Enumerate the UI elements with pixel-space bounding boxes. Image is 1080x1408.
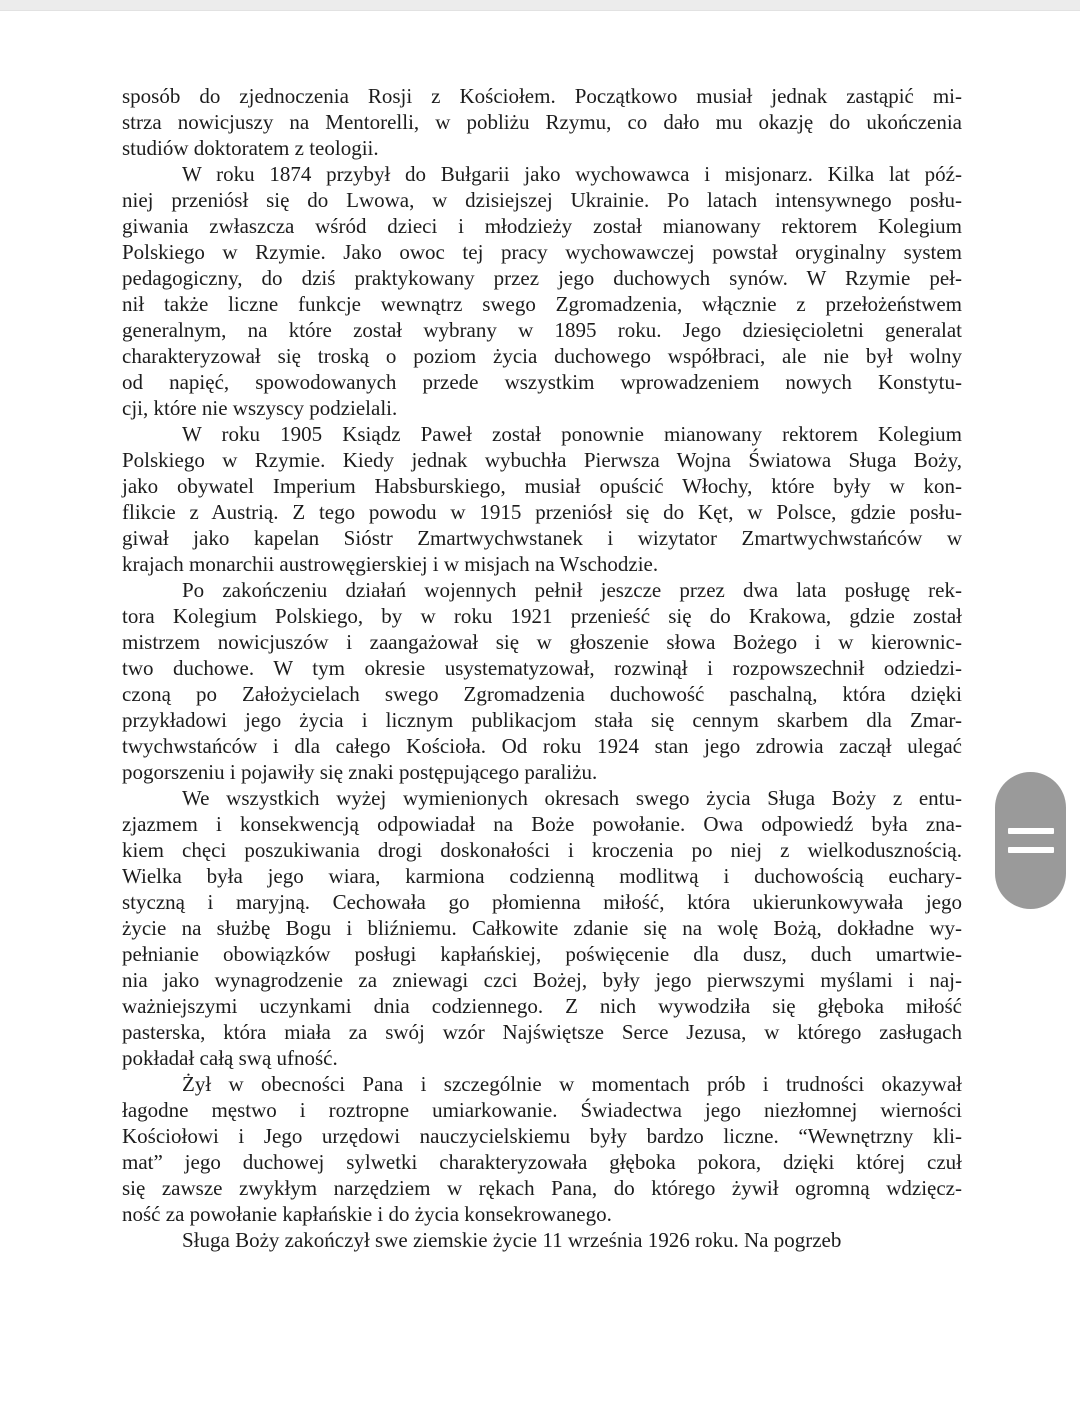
text-line: pogorszeniu i pojawiły się znaki postępującego paraliżu. <box>122 760 598 784</box>
text-line: życie na służbę Bogu i bliźniemu. Całkowite zdanie się na wolę Bożą, dokładne wy- <box>122 916 962 940</box>
text-line: We wszystkich wyżej wymienionych okresach swego życia Sługa Boży z entu- <box>182 786 962 810</box>
paragraph <box>122 577 962 785</box>
text-line: strza nowicjuszy na Mentorelli, w pobliżu Rzymu, co dało mu okazję do ukończenia <box>122 110 962 134</box>
text-line: sposób do zjednoczenia Rosji z Kościołem. Początkowo musiał jednak zastąpić mi- <box>122 84 962 108</box>
text-line: two duchowe. W tym okresie usystematyzował, rozwinął i rozpowszechnił odziedzi- <box>122 656 962 680</box>
text-line: giwania zwłaszcza wśród dzieci i młodzieży został mianowany rektorem Kolegium <box>122 214 962 238</box>
paragraph <box>122 785 962 1071</box>
text-line: pedagogiczny, do dziś praktykowany przez jego duchowych synów. W Rzymie peł- <box>122 266 962 290</box>
text-line: W roku 1905 Ksiądz Paweł został ponownie mianowany rektorem Kolegium <box>182 422 962 446</box>
text-line: ność za powołanie kapłańskie i do życia konsekrowanego. <box>122 1202 612 1226</box>
scroll-handle-line-icon <box>1008 847 1054 853</box>
text-line: charakteryzował się troską o poziom życia duchowego współbraci, ale nie był wolny <box>122 344 962 368</box>
text-line: cji, które nie wszyscy podzielali. <box>122 396 398 420</box>
paragraph <box>122 161 962 421</box>
text-line: Kościołowi i Jego urzędowi nauczycielskiemu były bardzo liczne. “Wewnętrzny kli- <box>122 1124 962 1148</box>
text-line: jako obywatel Imperium Habsburskiego, musiał opuścić Włochy, które były w kon- <box>122 474 962 498</box>
text-line: mistrzem nowicjuszów i zaangażował się w głoszenie słowa Bożego i w kierownic- <box>122 630 962 654</box>
text-line: nił także liczne funkcje wewnątrz swego Zgromadzenia, włącznie z przełożeństwem <box>122 292 962 316</box>
text-line: nia jako wynagrodzenie za zniewagi czci Bożej, były jego pierwszymi myślami i naj- <box>122 968 962 992</box>
text-line: Sługa Boży zakończył swe ziemskie życie 11 września 1926 roku. Na pogrzeb <box>182 1228 842 1252</box>
text-line: niej przeniósł się do Lwowa, w dzisiejszej Ukrainie. Po latach intensywnego posłu- <box>122 188 962 212</box>
text-line: generalnym, na które został wybrany w 1895 roku. Jego dziesięcioletni generalat <box>122 318 962 342</box>
scroll-handle[interactable] <box>995 772 1066 909</box>
text-line: czoną po Założycielach swego Zgromadzenia duchowość paschalną, która dzięki <box>122 682 962 706</box>
text-line: Żył w obecności Pana i szczególnie w momentach prób i trudności okazywał <box>182 1072 962 1096</box>
text-line: flikcie z Austrią. Z tego powodu w 1915 przeniósł się do Kęt, w Polsce, gdzie posłu- <box>122 500 962 524</box>
text-line: przykładowi jego życia i licznym publikacjom stała się cennym skarbem dla Zmar- <box>122 708 962 732</box>
text-line: tora Kolegium Polskiego, by w roku 1921 przenieść się do Krakowa, gdzie został <box>122 604 962 628</box>
text-line: studiów doktoratem z teologii. <box>122 136 379 160</box>
paragraph <box>122 421 962 577</box>
text-line: twychwstańców i dla całego Kościoła. Od roku 1924 stan jego zdrowia zaczął ulegać <box>122 734 962 758</box>
text-line: pokładał całą swą ufność. <box>122 1046 338 1070</box>
scroll-handle-line-icon <box>1008 828 1054 834</box>
text-line: W roku 1874 przybył do Bułgarii jako wychowawca i misjonarz. Kilka lat póź- <box>182 162 962 186</box>
text-line: od napięć, spowodowanych przede wszystkim wprowadzeniem nowych Konstytu- <box>122 370 962 394</box>
text-line: krajach monarchii austrowęgierskiej i w misjach na Wschodzie. <box>122 552 659 576</box>
text-line: Wielka była jego wiara, karmiona codzienną modlitwą i duchowością euchary- <box>122 864 962 888</box>
text-line: zjazmem i konsekwencją odpowiadał na Boże powołanie. Owa odpowiedź była zna- <box>122 812 962 836</box>
text-line: się zawsze zwykłym narzędziem w rękach Pana, do którego żywił ogromną wdzięcz- <box>122 1176 962 1200</box>
text-line: styczną i maryjną. Cechowała go płomienna miłość, która ukierunkowywała jego <box>122 890 962 914</box>
text-line: Po zakończeniu działań wojennych pełnił jeszcze przez dwa lata posługę rek- <box>182 578 962 602</box>
page-gap-band <box>0 0 1080 11</box>
text-line: łagodne męstwo i roztropne umiarkowanie. Świadectwa jego niezłomnej wierności <box>122 1098 962 1122</box>
text-line: pasterska, która miała za swój wzór Najświętsze Serce Jezusa, w którego zasługach <box>122 1020 962 1044</box>
text-line: Polskiego w Rzymie. Kiedy jednak wybuchła Pierwsza Wojna Światowa Sługa Boży, <box>122 448 962 472</box>
text-line: kiem chęci poszukiwania drogi doskonałości i kroczenia po niej z wielkodusznością. <box>122 838 962 862</box>
document-text <box>122 83 962 1253</box>
text-line: pełnianie obowiązków posługi kapłańskiej, poświęcenie dla dusz, duch umartwie- <box>122 942 962 966</box>
text-line: Polskiego w Rzymie. Jako owoc tej pracy wychowawczej powstał oryginalny system <box>122 240 962 264</box>
text-line: ważniejszymi uczynkami dnia codziennego. Z nich wywodziła się głęboka miłość <box>122 994 962 1018</box>
text-line: mat” jego duchowej sylwetki charakteryzowała głęboka pokora, dzięki której czuł <box>122 1150 962 1174</box>
paragraph <box>122 1071 962 1253</box>
paragraph <box>122 83 962 161</box>
text-line: giwał jako kapelan Sióstr Zmartwychwstanek i wizytator Zmartwychwstańców w <box>122 526 962 550</box>
